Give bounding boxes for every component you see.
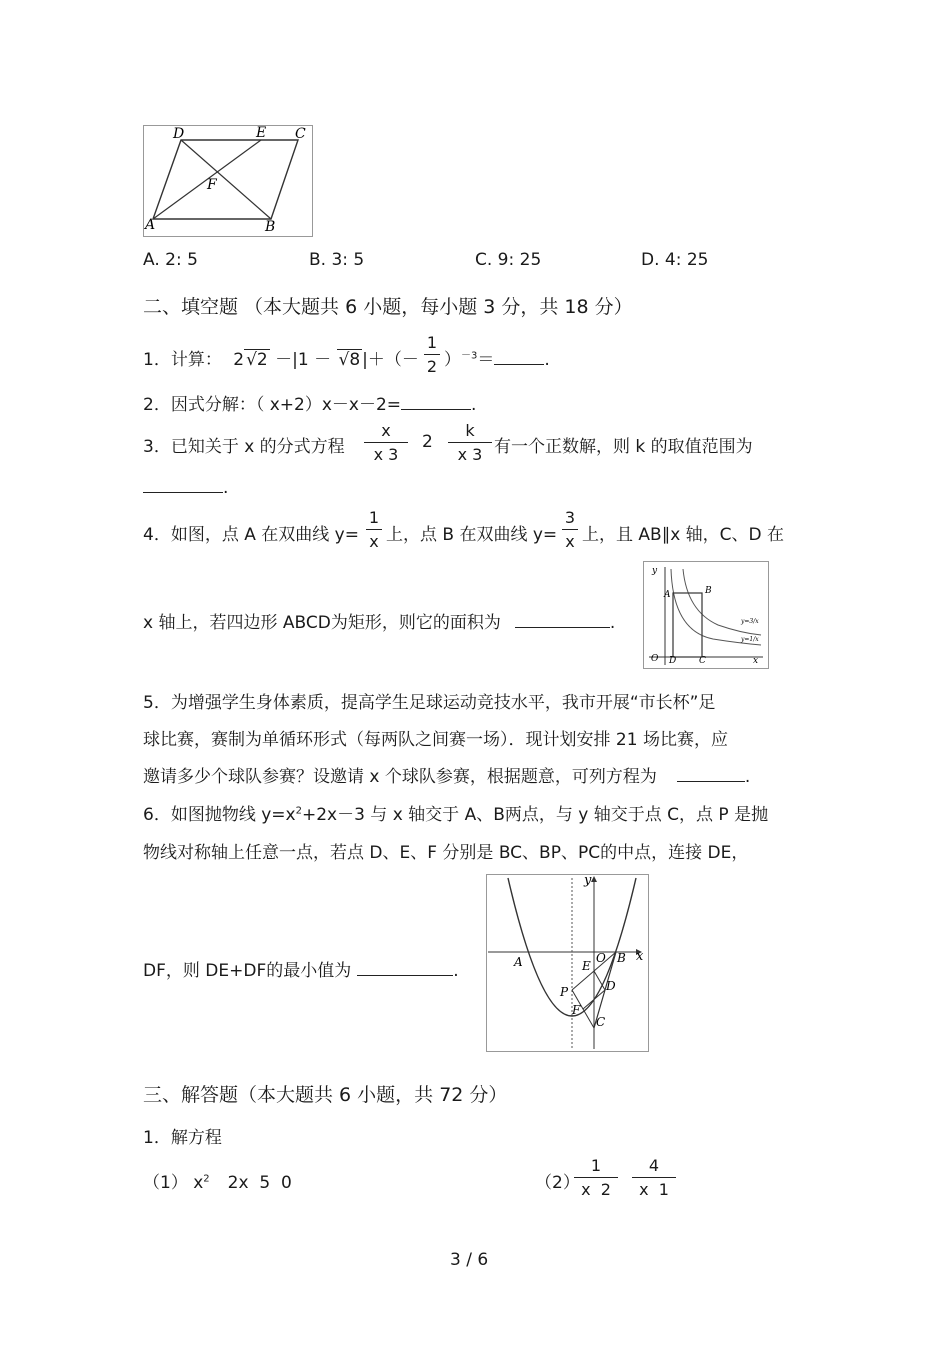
q1-part2: －|1 － xyxy=(275,350,332,370)
q3-pre: 3．已知关于 x 的分式方程 xyxy=(143,437,345,457)
q1-coef: 2 xyxy=(233,350,245,370)
q3-fraction-2: k x 3 xyxy=(448,421,492,464)
label-p: P xyxy=(560,985,569,999)
q1-line xyxy=(143,345,419,370)
q4-line2: x 轴上，若四边形 ABCD为矩形，则它的面积为 . xyxy=(143,613,616,633)
label-y: y xyxy=(652,566,658,576)
label-x: x xyxy=(753,656,759,666)
label-c: C xyxy=(596,1015,606,1029)
q4-fraction-2: 3 x xyxy=(562,508,578,551)
q1-part3: |＋（－ xyxy=(362,350,419,370)
q3-1-title: 1．解方程 xyxy=(143,1128,222,1148)
section2-title: 二、填空题 （本大题共 6 小题，每小题 3 分，共 18 分） xyxy=(143,296,633,318)
q1-number: 1．计算： xyxy=(143,350,222,370)
equation-2-fraction-1: 1 x 2 xyxy=(574,1156,618,1199)
hyperbola-figure xyxy=(643,561,769,669)
q3-post: 有一个正数解，则 k 的取值范围为 xyxy=(494,437,753,457)
q4-mid: 上，点 B 在双曲线 y= xyxy=(386,525,558,545)
section3-title: 三、解答题（本大题共 6 小题，共 72 分） xyxy=(143,1084,508,1106)
label-y: y xyxy=(584,874,592,888)
q1-fraction: 1 2 xyxy=(424,333,440,376)
q3-mid: 2 xyxy=(422,432,433,452)
label-b: B xyxy=(265,219,276,235)
q5-line3: 邀请多少个球队参赛？设邀请 x 个球队参赛，根据题意，可列方程为 . xyxy=(143,767,751,787)
equation-2-fraction-2: 4 x 1 xyxy=(632,1156,676,1199)
label-e: E xyxy=(256,125,267,141)
equation-1: （1） $x^2$ 2x 5 0 xyxy=(143,1173,292,1193)
label-b: B xyxy=(617,951,626,965)
q6-line3: DF，则 DE+DF的最小值为 . xyxy=(143,961,459,981)
label-a: A xyxy=(664,590,671,600)
page-number: 3 / 6 xyxy=(450,1250,489,1270)
q3-answer: . xyxy=(143,478,228,498)
label-o: O xyxy=(596,951,606,965)
choice-a: A. 2: 5 xyxy=(143,250,198,270)
label-eq-1x: y=1/x xyxy=(741,636,759,643)
q1-tail: ）$^{-3}$＝ . xyxy=(444,350,550,370)
q4-post: 上，且 AB∥x 轴，C、D 在 xyxy=(582,525,785,545)
label-a: A xyxy=(514,955,523,969)
label-d: D xyxy=(606,979,616,993)
choice-b: B. 3: 5 xyxy=(309,250,365,270)
equation-2-label: （2） xyxy=(535,1173,580,1193)
q2-line: 2．因式分解：（ x+2）x－x－2= . xyxy=(143,395,477,415)
parabola-figure xyxy=(486,874,649,1052)
label-x: x xyxy=(636,949,644,964)
label-f: F xyxy=(572,1003,581,1017)
q6-line2: 物线对称轴上任意一点，若点 D、E、F 分别是 BC、BP、PC的中点，连接 DE， xyxy=(143,843,749,863)
parallelogram-figure xyxy=(143,125,313,237)
label-eq-3x: y=3/x xyxy=(741,618,759,625)
label-f: F xyxy=(207,177,217,193)
q1-radical-8: √8 xyxy=(338,350,361,370)
q1-radical-2: √2 xyxy=(246,350,268,370)
q4-fraction-1: 1 x xyxy=(366,508,382,551)
label-c: C xyxy=(699,656,706,666)
label-o: O xyxy=(651,654,659,664)
q5-line2: 球比赛，赛制为单循环形式（每两队之间赛一场）．现计划安排 21 场比赛，应 xyxy=(143,730,728,750)
q3-fraction-1: x x 3 xyxy=(364,421,408,464)
choice-d: D. 4: 25 xyxy=(641,250,709,270)
q6-line1: 6．如图抛物线 $y=x^2+2x-3$ 与 x 轴交于 A、B两点，与 y 轴交于点 C，点 P 是抛 xyxy=(143,805,769,825)
label-d: D xyxy=(173,126,185,142)
label-c: C xyxy=(295,126,306,142)
q5-line1: 5．为增强学生身体素质，提高学生足球运动竞技水平，我市开展“市长杯”足 xyxy=(143,693,716,713)
choice-c: C. 9: 25 xyxy=(475,250,542,270)
label-e: E xyxy=(582,959,591,973)
label-d: D xyxy=(669,656,677,666)
q4-pre: 4．如图，点 A 在双曲线 y= xyxy=(143,525,359,545)
label-b: B xyxy=(705,586,712,596)
label-a: A xyxy=(145,217,156,233)
